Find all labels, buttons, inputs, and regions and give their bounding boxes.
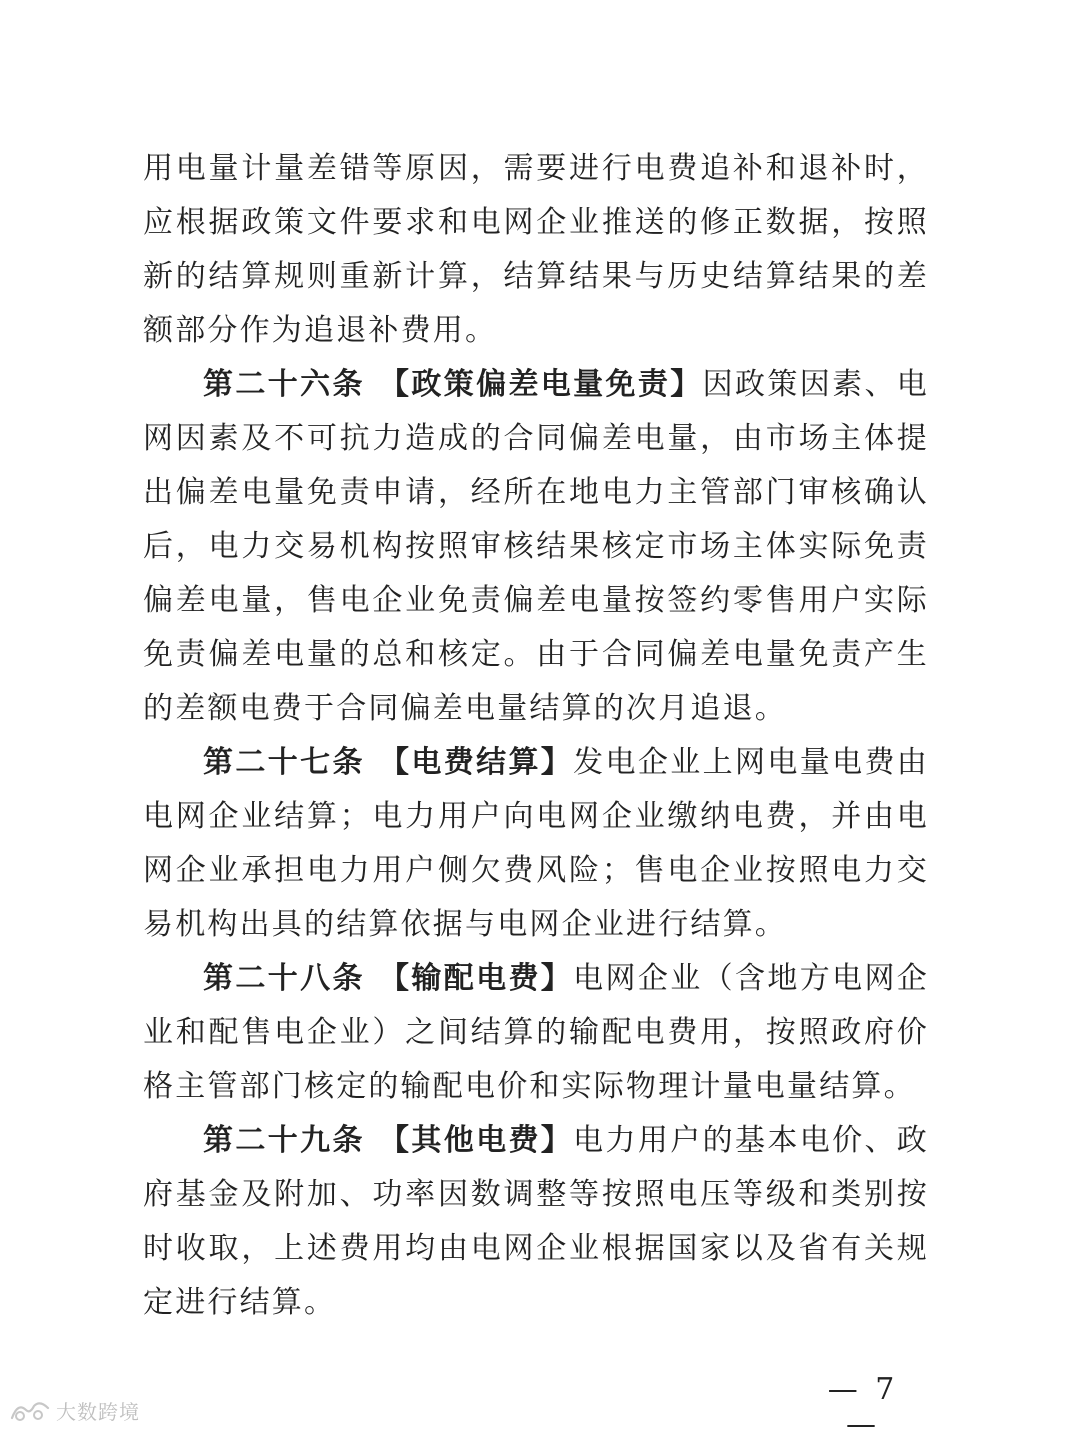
paragraph-text: 用电量计量差错等原因，需要进行电费追补和退补时，应根据政策文件要求和电网企业推送的修正数据，按照新的结算规则重新计算，结算结果与历史结算结果的差额部分作为追退补费用。: [143, 151, 929, 348]
article-heading: 第二十九条: [203, 1123, 365, 1158]
article-tag: 【电费结算】: [378, 745, 574, 780]
page-number: — 7 —: [827, 1372, 899, 1442]
article-26: [143, 358, 929, 736]
brand-logo-icon: [8, 1398, 52, 1424]
article-tag: 【输配电费】: [378, 961, 574, 996]
article-heading: 第二十七条: [203, 745, 365, 780]
watermark-text: 大数跨境: [56, 1400, 140, 1424]
paragraph-continuation: [143, 142, 929, 358]
article-tag: 【政策偏差电量免责】: [378, 367, 703, 402]
article-heading: 第二十六条: [203, 367, 365, 402]
article-text: 电网企业（含地方电网企业和配售电企业）之间结算的输配电费用，按照政府价格主管部门核定的输配电价和实际物理计量电量结算。: [143, 961, 930, 1104]
watermark: [8, 1396, 140, 1425]
article-29: [143, 1114, 929, 1330]
article-28: [143, 952, 929, 1114]
article-text: 因政策因素、电网因素及不可抗力造成的合同偏差电量，由市场主体提出偏差电量免责申请，经所在地电力主管部门审核确认后，电力交易机构按照审核结果核定市场主体实际免责偏差电量，售电企业免责偏差电量按签约零售用户实际免责偏差电量的总和核定。由于合同偏差电量免责产生的差额电费于合同偏差电量结算的次月追退。: [143, 367, 930, 726]
article-27: [143, 736, 929, 952]
document-body: [143, 142, 929, 1330]
article-tag: 【其他电费】: [378, 1123, 574, 1158]
article-heading: 第二十八条: [203, 961, 365, 996]
article-text: 电力用户的基本电价、政府基金及附加、功率因数调整等按照电压等级和类别按时收取，上述费用均由电网企业根据国家以及省有关规定进行结算。: [143, 1123, 930, 1320]
article-text: 发电企业上网电量电费由电网企业结算；电力用户向电网企业缴纳电费，并由电网企业承担电力用户侧欠费风险；售电企业按照电力交易机构出具的结算依据与电网企业进行结算。: [143, 745, 930, 942]
